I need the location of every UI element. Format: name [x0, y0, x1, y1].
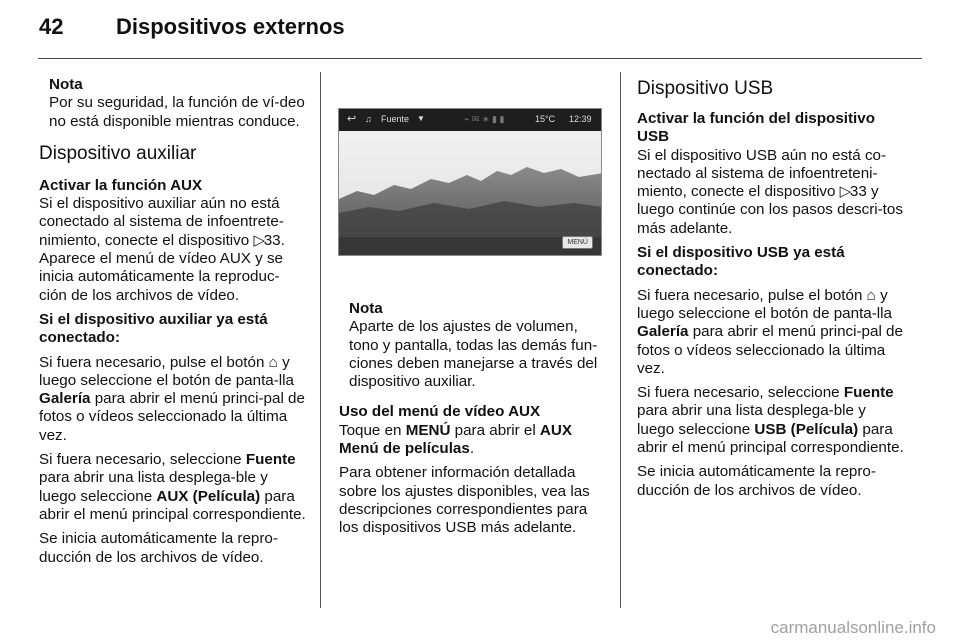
text: Si el dispositivo auxiliar aún no está conectado al sistema de infoentrete-nimiento, conecte el dispositivo	[39, 195, 284, 249]
text: Si el dispositivo USB aún no está co-nectado al sistema de infoentreteni-miento, conecte el dispositivo	[637, 146, 887, 201]
text: para abrir una lista desplega-ble y luego seleccione	[637, 402, 866, 438]
page-title: Dispositivos externos	[116, 14, 345, 39]
subheading-usb-connected: Si el dispositivo USB ya está conectado:	[637, 244, 845, 280]
text: y luego seleccione el botón de panta-lla	[637, 286, 892, 322]
subheading-activate-aux: Activar la función AUX	[39, 176, 203, 194]
subheading-aux-connected: Si el dispositivo auxiliar ya está conectado:	[39, 310, 268, 347]
page-reference-arrow-icon: ▷	[839, 183, 852, 201]
text: Si fuera necesario, seleccione	[39, 451, 246, 469]
paragraph: Se inicia automáticamente la repro-ducción de los archivos de vídeo.	[637, 463, 876, 499]
text: . Aparece el menú de vídeo AUX y se inicia automáticamente la reproduc-ción de los archivos de vídeo.	[39, 231, 285, 304]
infotainment-screen-image	[338, 108, 602, 256]
usb-movie-label: USB (Película)	[754, 420, 859, 438]
page-number: 42	[39, 14, 64, 39]
text: Si fuera necesario, seleccione	[637, 384, 844, 402]
column-divider-1	[320, 72, 321, 608]
column-divider-2	[620, 72, 621, 608]
note-text: Aparte de los ajustes de volumen, tono y pantalla, todas las demás fun-ciones deben manejarse a través del dispositivo auxiliar.	[349, 318, 598, 391]
screen-time: 12:39	[569, 114, 592, 124]
text: para abrir el	[450, 421, 540, 439]
back-icon[interactable]: ↩	[347, 113, 357, 125]
column-1	[39, 76, 307, 573]
aux-movie-label: AUX (Película)	[156, 487, 261, 505]
dropdown-triangle-icon[interactable]: ▼	[417, 114, 425, 123]
aux-movie-menu-label: AUX Menú de películas	[339, 421, 572, 458]
menu-label: MENÚ	[405, 421, 451, 439]
note-text: Por su seguridad, la función de ví-deo no está disponible mientras conduce.	[49, 94, 305, 130]
note-title: Nota	[49, 76, 83, 93]
column-3	[637, 78, 907, 506]
section-title-aux: Dispositivo auxiliar	[39, 142, 197, 164]
text: para abrir el menú principal correspondiente.	[39, 487, 306, 523]
column-2	[339, 300, 603, 544]
status-icons: ⌁ ✉ ∗ ▮ ▮	[464, 114, 505, 124]
text: Si fuera necesario, pulse el botón	[39, 353, 269, 371]
paragraph: Para obtener información detallada sobre los ajustes disponibles, vea las descripciones correspondientes para los dispositivos USB más adelante.	[339, 464, 590, 537]
watermark: carmanualsonline.info	[770, 618, 936, 637]
note-box	[39, 76, 307, 131]
source-label: Fuente	[245, 451, 296, 469]
screen-status-bar	[339, 109, 601, 131]
subheading-activate-usb: Activar la función del dispositivo USB	[637, 110, 875, 146]
page-reference[interactable]: 33	[849, 183, 867, 201]
text: para abrir el menú princi-pal de fotos o vídeos seleccionado la última vez.	[637, 323, 903, 377]
text: Toque en	[339, 421, 406, 439]
paragraph	[39, 195, 307, 305]
source-label: Fuente	[843, 384, 894, 402]
text: y luego continúe con los pasos descri-tos más adelante.	[637, 183, 903, 237]
screen-source-label[interactable]: Fuente	[381, 114, 410, 124]
section-title-usb: Dispositivo USB	[637, 78, 774, 99]
gallery-label: Galería	[637, 323, 689, 341]
page-reference[interactable]: 33	[263, 231, 281, 249]
text: para abrir el menú principal correspondiente.	[637, 420, 904, 457]
home-button-icon: ⌂	[268, 353, 278, 371]
paragraph: Se inicia automáticamente la repro-ducción de los archivos de vídeo.	[39, 530, 278, 566]
text: Si fuera necesario, pulse el botón	[637, 286, 867, 304]
paragraph	[39, 354, 307, 445]
landscape-picture	[339, 109, 602, 256]
text: y luego seleccione el botón de panta-lla	[39, 353, 294, 389]
screen-menu-button[interactable]: MENÚ	[562, 236, 593, 249]
gallery-label: Galería	[39, 390, 91, 408]
text: para abrir el menú princi-pal de fotos o vídeos seleccionado la última vez.	[39, 390, 305, 444]
header-divider	[38, 58, 922, 59]
text: .	[469, 440, 475, 458]
home-button-icon: ⌂	[866, 286, 876, 304]
paragraph	[637, 287, 907, 378]
page-reference-arrow-icon: ▷	[253, 231, 266, 249]
screen-frame	[338, 108, 602, 256]
paragraph	[39, 451, 307, 524]
subheading-aux-video-menu: Uso del menú de vídeo AUX	[339, 403, 541, 421]
note-title: Nota	[349, 300, 383, 317]
source-icon: ♫	[365, 114, 372, 124]
text: para abrir una lista desplega-ble y luego seleccione	[39, 469, 268, 505]
paragraph	[339, 422, 603, 459]
note-box	[339, 300, 603, 391]
screen-temperature: 15°C	[535, 114, 556, 124]
paragraph	[637, 147, 907, 238]
paragraph	[637, 384, 907, 457]
